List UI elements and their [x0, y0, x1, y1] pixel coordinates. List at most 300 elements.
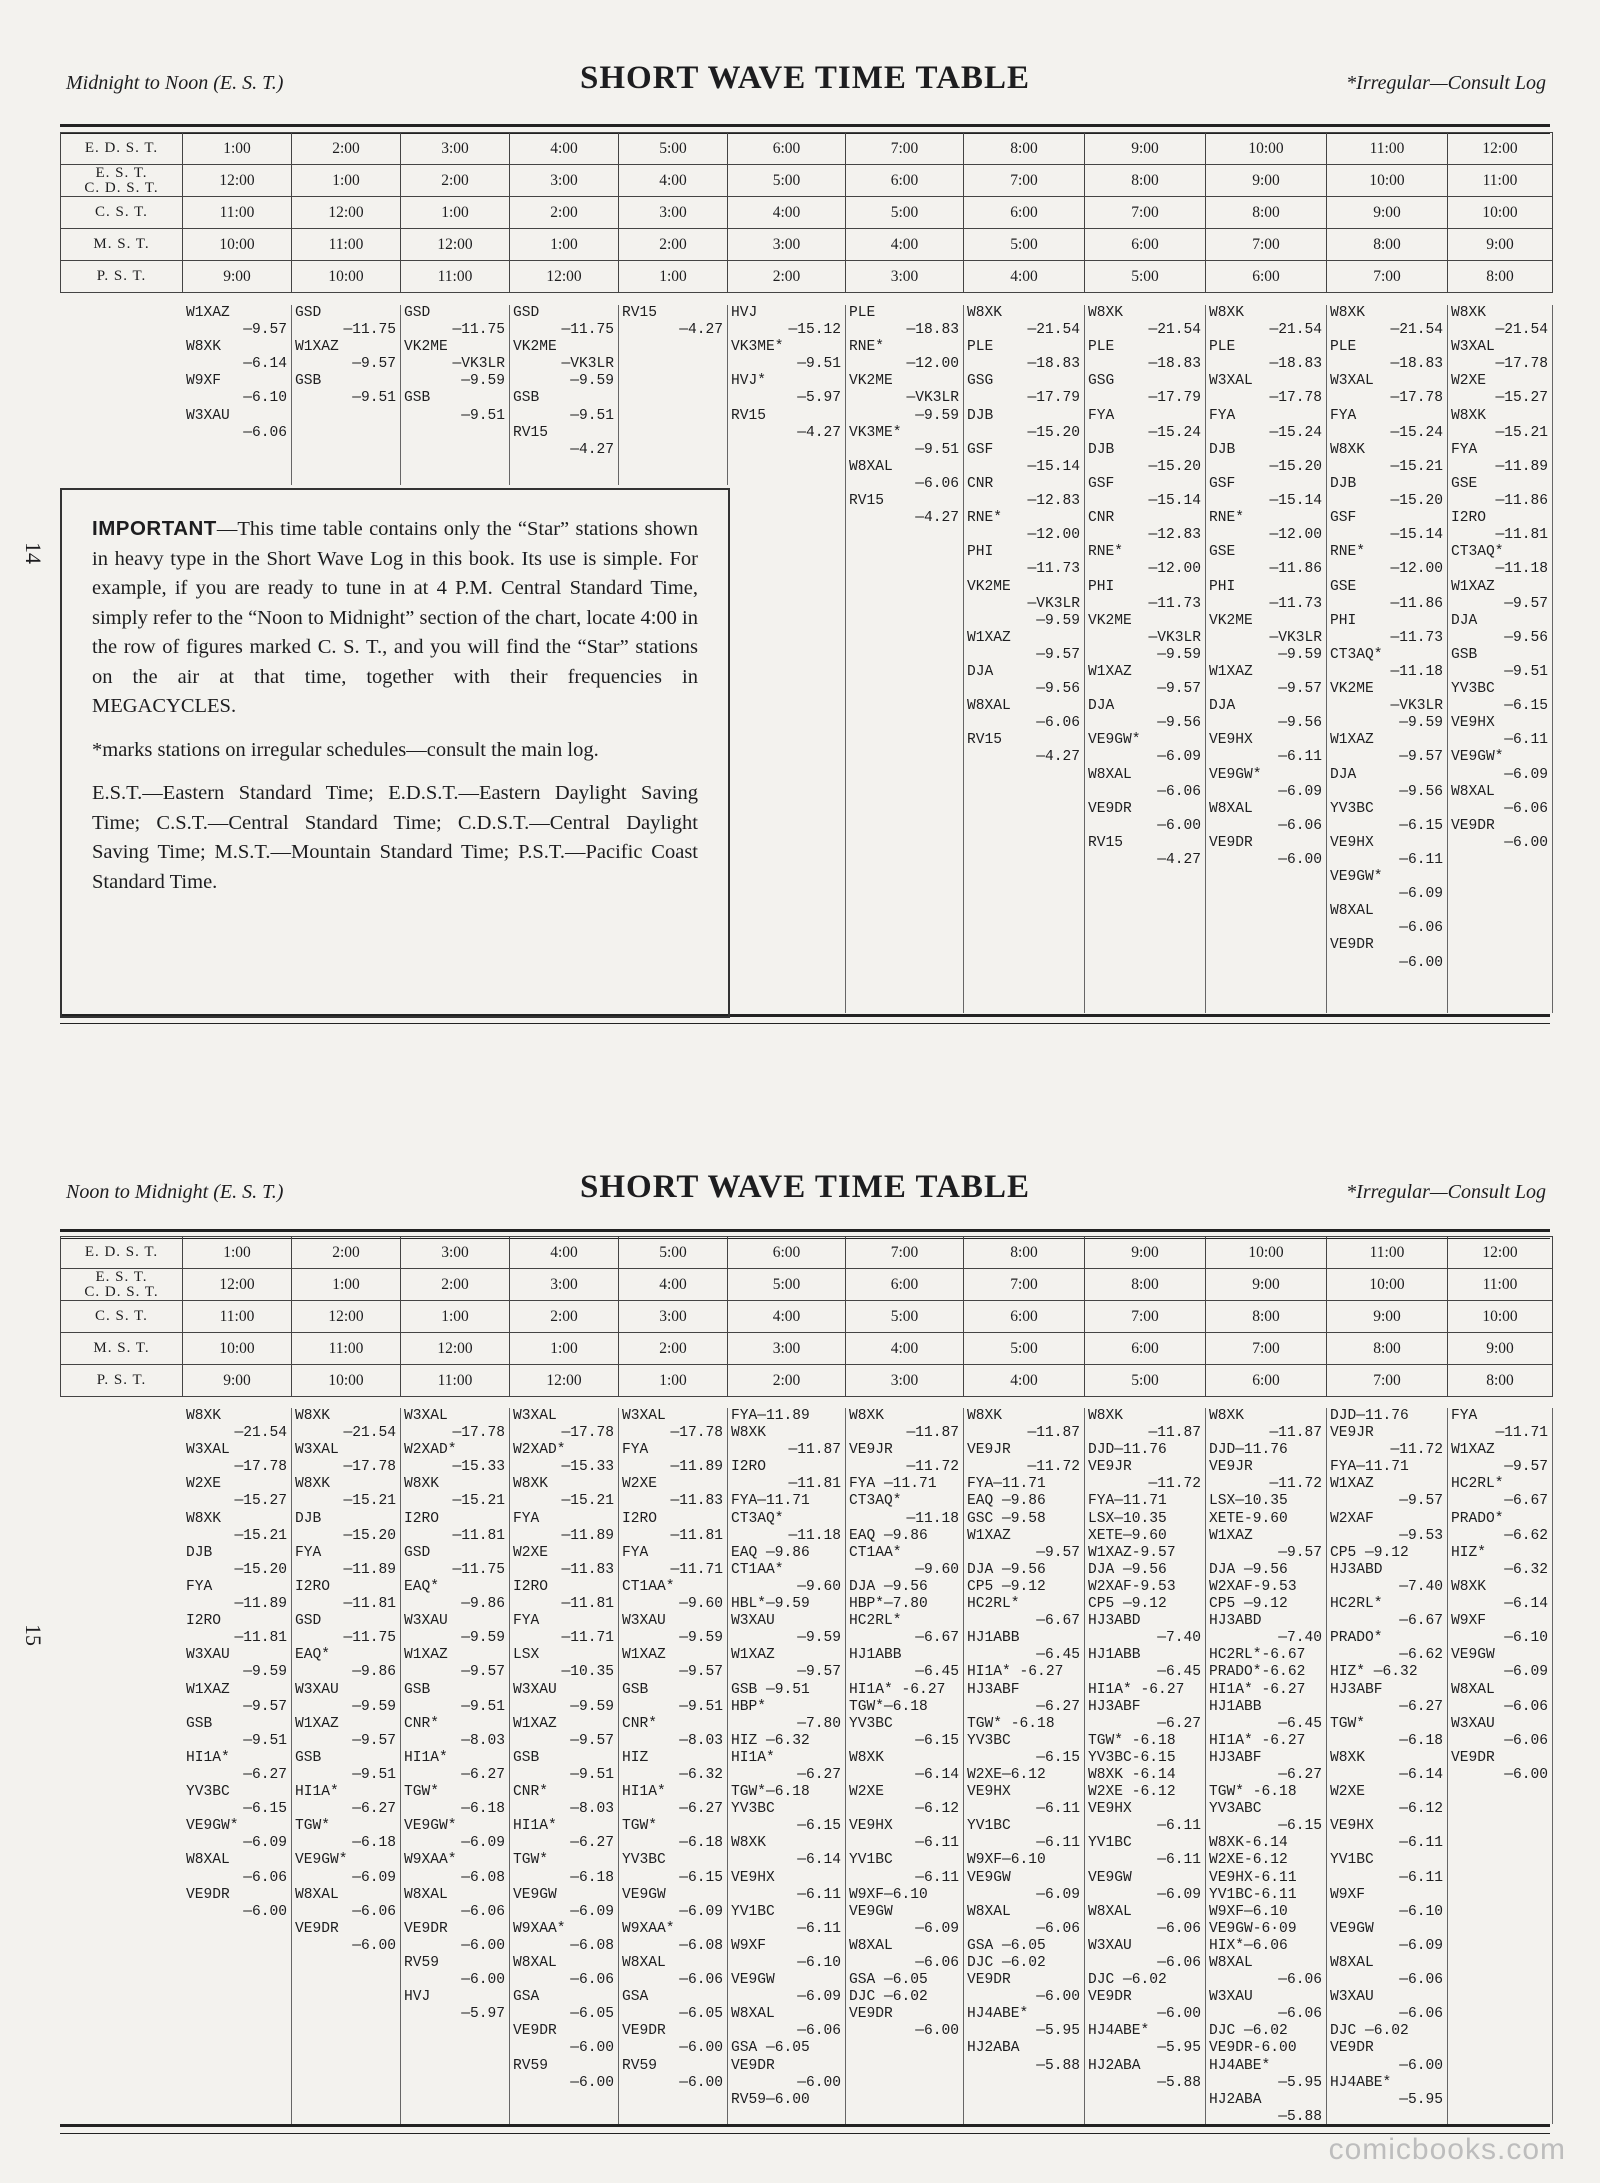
- station-call: CT3AQ*: [1451, 544, 1504, 561]
- station-call: VE9DR: [1330, 937, 1374, 954]
- time-row: [61, 1365, 1553, 1397]
- time-cell: 8:00: [1206, 1301, 1327, 1333]
- frequency: —9.51: [352, 1766, 396, 1783]
- frequency: —9.51: [461, 1698, 505, 1715]
- time-cell: 12:00: [401, 229, 510, 261]
- station-call: W2XAF-9.53: [1088, 1578, 1176, 1595]
- time-cell: 2:00: [728, 261, 846, 293]
- station-call: W1XAZ: [967, 1527, 1011, 1544]
- station-call: W3XAU: [1330, 1989, 1374, 2006]
- station-call: RV59: [622, 2057, 658, 2074]
- station-call: HJ4ABE*: [1330, 2074, 1392, 2091]
- frequency: —6.15: [679, 1869, 723, 1886]
- time-cell: 4:00: [728, 1301, 846, 1333]
- frequency: —11.75: [343, 1630, 396, 1647]
- frequency: —11.73: [1269, 595, 1322, 612]
- station-call: DJC —6.02: [1088, 1972, 1167, 1989]
- station-column: [963, 305, 1085, 1013]
- time-cell: 5:00: [846, 1301, 964, 1333]
- station-call: GSG: [1088, 373, 1115, 390]
- frequency: —6.00: [679, 2040, 723, 2057]
- time-cell: 10:00: [1448, 197, 1553, 229]
- station-call: YV3BC: [622, 1852, 666, 1869]
- time-cell: 10:00: [1327, 1269, 1448, 1301]
- station-call: HBL*—9.59: [731, 1596, 810, 1613]
- time-cell: 9:00: [1206, 165, 1327, 197]
- frequency: —5.88: [1278, 2108, 1322, 2125]
- time-cell: 2:00: [292, 133, 401, 165]
- frequency: —6.12: [915, 1801, 959, 1818]
- station-call: GSA —6.05: [967, 1937, 1046, 1954]
- frequency: —17.79: [1148, 390, 1201, 407]
- frequency: —9.51: [570, 1766, 614, 1783]
- station-call: W8XAL: [1209, 800, 1253, 817]
- frequency: —17.78: [670, 1425, 723, 1442]
- station-column: [845, 1408, 964, 2124]
- time-cell: 4:00: [846, 229, 964, 261]
- time-cell: 11:00: [1448, 1269, 1553, 1301]
- time-cell: 8:00: [1085, 1269, 1206, 1301]
- station-call: VE9GW: [967, 1869, 1011, 1886]
- station-call: PHI: [1209, 578, 1236, 595]
- frequency: —9.59: [1157, 646, 1201, 663]
- frequency: —6.45: [1157, 1664, 1201, 1681]
- frequency: —4.27: [1157, 852, 1201, 868]
- frequency: —18.83: [1027, 356, 1080, 373]
- frequency: —8.03: [570, 1801, 614, 1818]
- station-call: W2XE: [849, 1784, 885, 1801]
- frequency: —6.27: [352, 1801, 396, 1818]
- station-call: FYA—11.71: [1088, 1493, 1167, 1510]
- time-cell: 5:00: [619, 133, 728, 165]
- frequency: —9.51: [461, 407, 505, 424]
- station-call: FYA: [1451, 441, 1478, 458]
- station-call: W8XK: [404, 1476, 440, 1493]
- frequency: —9.57: [1036, 1544, 1080, 1561]
- station-call: YV3BC: [849, 1715, 893, 1732]
- station-call: GSB: [513, 1749, 540, 1766]
- frequency: —6.06: [1504, 800, 1548, 817]
- frequency: —6.06: [679, 1972, 723, 1989]
- time-cell: 11:00: [292, 229, 401, 261]
- time-cell: 12:00: [292, 197, 401, 229]
- station-column: [1205, 305, 1327, 1013]
- frequency: —6.45: [915, 1664, 959, 1681]
- important-box: [60, 488, 730, 1018]
- time-cell: 7:00: [964, 165, 1085, 197]
- frequency: —6.05: [679, 2006, 723, 2023]
- station-call: RNE*: [1088, 544, 1124, 561]
- frequency: —5.88: [1036, 2057, 1080, 2074]
- frequency: —9.59: [570, 1698, 614, 1715]
- important-heading: IMPORTANT: [92, 517, 217, 540]
- frequency: —12.00: [1148, 561, 1201, 578]
- frequency: —6.18: [570, 1869, 614, 1886]
- bottom-bottom-rule: [60, 2124, 1550, 2134]
- time-cell: 9:00: [1206, 1269, 1327, 1301]
- station-call: DJA —9.56: [967, 1561, 1046, 1578]
- station-call: VE9DR: [186, 1886, 230, 1903]
- station-call: W8XAL: [1451, 1681, 1495, 1698]
- station-call: TGW* -6.18: [967, 1715, 1055, 1732]
- frequency: —6.27: [679, 1801, 723, 1818]
- station-call: HI1A*: [404, 1749, 448, 1766]
- station-call: HBP*: [731, 1698, 767, 1715]
- station-call: CNR: [1088, 510, 1115, 527]
- frequency: —6.09: [1399, 886, 1443, 903]
- frequency: —11.75: [561, 322, 614, 339]
- station-call: FYA —11.71: [849, 1476, 937, 1493]
- frequency: —6.11: [1504, 732, 1548, 749]
- time-cell: 10:00: [183, 229, 292, 261]
- station-call: VE9GW: [731, 1972, 775, 1989]
- time-cell: 5:00: [728, 1269, 846, 1301]
- time-cell: 6:00: [728, 1237, 846, 1269]
- frequency: —5.95: [1278, 2074, 1322, 2091]
- frequency: —7.40: [1157, 1630, 1201, 1647]
- station-call: FYA—11.71: [967, 1476, 1046, 1493]
- station-call: FYA—11.89: [731, 1408, 810, 1424]
- frequency: —6.18: [461, 1801, 505, 1818]
- station-column: [182, 305, 292, 485]
- frequency: —6.15: [797, 1818, 841, 1835]
- station-call: RNE*: [1209, 510, 1245, 527]
- time-cell: 9:00: [183, 1365, 292, 1397]
- frequency: —10.35: [561, 1664, 614, 1681]
- station-call: W8XK: [967, 305, 1003, 321]
- frequency: —6.27: [1278, 1766, 1322, 1783]
- frequency: —9.57: [1278, 1544, 1322, 1561]
- frequency: —6.00: [461, 1937, 505, 1954]
- station-column: [509, 305, 619, 485]
- station-call: FYA: [1088, 407, 1115, 424]
- station-call: VK2ME: [849, 373, 893, 390]
- time-cell: 8:00: [1206, 197, 1327, 229]
- station-call: GSB: [513, 390, 540, 407]
- time-zone-label: E. D. S. T.: [61, 133, 183, 165]
- station-call: GSB: [622, 1681, 649, 1698]
- time-cell: 6:00: [846, 165, 964, 197]
- frequency: —9.53: [1399, 1527, 1443, 1544]
- frequency: —17.78: [1390, 390, 1443, 407]
- frequency: —11.81: [670, 1527, 723, 1544]
- station-call: FYA: [622, 1544, 649, 1561]
- station-call: VE9HX: [1330, 1818, 1374, 1835]
- station-call: YV3BC-6.15: [1088, 1749, 1176, 1766]
- station-call: DJA: [1451, 612, 1478, 629]
- time-cell: 12:00: [183, 165, 292, 197]
- station-call: VE9DR: [1088, 800, 1132, 817]
- station-call: PLE: [967, 339, 994, 356]
- station-call: PLE: [1209, 339, 1236, 356]
- frequency: —6.10: [243, 390, 287, 407]
- station-call: W3XAL: [1330, 373, 1374, 390]
- frequency: —6.06: [1399, 920, 1443, 937]
- frequency: —9.59: [352, 1698, 396, 1715]
- time-cell: 11:00: [183, 1301, 292, 1333]
- page-number-15: 15: [21, 1624, 46, 1646]
- station-call: HVJ*: [731, 373, 767, 390]
- station-call: W9XF: [1451, 1613, 1487, 1630]
- frequency: —15.20: [343, 1527, 396, 1544]
- time-row: [61, 1237, 1553, 1269]
- station-call: W1XAZ: [622, 1647, 666, 1664]
- station-call: YV1BC: [967, 1818, 1011, 1835]
- station-call: W3XAU: [731, 1613, 775, 1630]
- station-call: VE9GW: [1451, 1647, 1495, 1664]
- station-call: DJA —9.56: [1088, 1561, 1167, 1578]
- station-call: W8XK: [731, 1425, 767, 1442]
- time-cell: 10:00: [1448, 1301, 1553, 1333]
- frequency: —11.81: [561, 1596, 614, 1613]
- time-cell: 7:00: [964, 1269, 1085, 1301]
- frequency: —11.75: [452, 322, 505, 339]
- station-call: YV3BC: [1330, 800, 1374, 817]
- station-call: HJ4ABE*: [1209, 2057, 1271, 2074]
- frequency: —6.09: [1278, 783, 1322, 800]
- station-call: W9XAA*: [622, 1920, 675, 1937]
- station-call: W2XE-6.12: [1209, 1852, 1288, 1869]
- station-call: DJB: [1209, 441, 1236, 458]
- frequency: —6.27: [1036, 1698, 1080, 1715]
- time-cell: 1:00: [510, 229, 619, 261]
- frequency: —9.51: [243, 1732, 287, 1749]
- station-call: VE9DR-6.00: [1209, 2040, 1297, 2057]
- top-header: [60, 58, 1550, 108]
- station-call: RNE*: [849, 339, 885, 356]
- frequency: —11.89: [1495, 458, 1548, 475]
- frequency: —9.57: [352, 1732, 396, 1749]
- station-call: W9XAA*: [404, 1852, 457, 1869]
- station-call: TGW* -6.18: [1209, 1784, 1297, 1801]
- frequency: —11.18: [788, 1527, 841, 1544]
- frequency: —11.81: [343, 1596, 396, 1613]
- station-call: HJ4ABE*: [1088, 2023, 1150, 2040]
- frequency: —6.09: [1504, 1664, 1548, 1681]
- time-cell: 7:00: [1206, 1333, 1327, 1365]
- station-call: W8XK: [1209, 305, 1245, 321]
- time-cell: 2:00: [728, 1365, 846, 1397]
- station-call: HI1A* -6.27: [849, 1681, 946, 1698]
- station-call: CT3AQ*: [731, 1510, 784, 1527]
- station-call: GSB: [404, 1681, 431, 1698]
- station-call: W1XAZ: [1088, 663, 1132, 680]
- frequency: —11.72: [906, 1459, 959, 1476]
- station-call: YV1BC: [1088, 1835, 1132, 1852]
- time-cell: 6:00: [1085, 1333, 1206, 1365]
- station-call: W8XK: [849, 1749, 885, 1766]
- station-column: [727, 305, 846, 1013]
- frequency: —6.08: [461, 1869, 505, 1886]
- station-call: VE9GW*: [1330, 869, 1383, 886]
- frequency: —6.10: [1504, 1630, 1548, 1647]
- station-call: DJC —6.02: [967, 1955, 1046, 1971]
- station-call: HIZ: [622, 1749, 649, 1766]
- time-cell: 9:00: [1448, 1333, 1553, 1365]
- frequency: —9.59: [461, 373, 505, 390]
- frequency: —9.51: [352, 390, 396, 407]
- bottom-time-table: [60, 1236, 1553, 1397]
- station-call: GSA —6.05: [731, 2040, 810, 2057]
- frequency: —11.18: [1495, 561, 1548, 578]
- station-call: FYA: [1209, 407, 1236, 424]
- frequency: —15.14: [1148, 493, 1201, 510]
- time-cell: 5:00: [1085, 1365, 1206, 1397]
- station-call: HVJ: [731, 305, 758, 321]
- station-call: W3XAL: [1451, 339, 1495, 356]
- frequency: —6.06: [1278, 2006, 1322, 2023]
- frequency: —4.27: [1036, 749, 1080, 766]
- frequency: —6.10: [1399, 1903, 1443, 1920]
- frequency: —6.09: [461, 1835, 505, 1852]
- frequency: —9.51: [679, 1698, 723, 1715]
- station-call: DJB: [1330, 475, 1357, 492]
- station-call: W8XK: [186, 1510, 222, 1527]
- frequency: —6.09: [1157, 1886, 1201, 1903]
- station-call: TGW*: [404, 1784, 440, 1801]
- station-call: YV3BC: [186, 1784, 230, 1801]
- frequency: —15.20: [1027, 424, 1080, 441]
- time-cell: 3:00: [728, 229, 846, 261]
- station-call: W2XE—6.12: [967, 1766, 1046, 1783]
- time-cell: 3:00: [846, 261, 964, 293]
- time-cell: 11:00: [183, 197, 292, 229]
- frequency: —6.06: [915, 475, 959, 492]
- station-call: HVJ: [404, 1989, 431, 2006]
- time-cell: 11:00: [1448, 165, 1553, 197]
- time-cell: 5:00: [728, 165, 846, 197]
- frequency: —11.81: [1495, 527, 1548, 544]
- station-call: GSD: [513, 305, 540, 321]
- time-row: [61, 261, 1553, 293]
- station-call: VE9DR: [1209, 834, 1253, 851]
- frequency: —9.57: [679, 1664, 723, 1681]
- station-call: W3XAU: [295, 1681, 339, 1698]
- station-call: GSB —9.51: [731, 1681, 810, 1698]
- time-cell: 1:00: [183, 1237, 292, 1269]
- time-cell: 4:00: [964, 1365, 1085, 1397]
- frequency: —15.27: [1495, 390, 1548, 407]
- time-cell: 1:00: [619, 1365, 728, 1397]
- time-cell: 7:00: [1327, 261, 1448, 293]
- station-call: W8XAL: [1451, 783, 1495, 800]
- time-cell: 5:00: [1085, 261, 1206, 293]
- station-call: GSB: [295, 1749, 322, 1766]
- time-cell: 2:00: [401, 1269, 510, 1301]
- frequency: —9.60: [797, 1578, 841, 1595]
- important-para-2: *marks stations on irregular schedules—consult the main log.: [92, 738, 599, 761]
- frequency: —11.71: [670, 1561, 723, 1578]
- station-call: PHI: [1330, 612, 1357, 629]
- station-call: HI1A*: [622, 1784, 666, 1801]
- station-call: W1XAZ: [295, 1715, 339, 1732]
- frequency: —15.21: [452, 1493, 505, 1510]
- station-call: HC2RL*: [967, 1596, 1020, 1613]
- frequency: —6.27: [797, 1766, 841, 1783]
- station-call: VK2ME: [1209, 612, 1253, 629]
- station-call: W1XAZ: [404, 1647, 448, 1664]
- time-cell: 10:00: [292, 261, 401, 293]
- frequency: —15.24: [1269, 424, 1322, 441]
- frequency: —17.78: [1495, 356, 1548, 373]
- time-cell: 4:00: [964, 261, 1085, 293]
- station-call: W8XK: [186, 1408, 222, 1424]
- station-call: GSD: [295, 1613, 322, 1630]
- station-column: [727, 1408, 846, 2124]
- time-cell: 2:00: [619, 1333, 728, 1365]
- station-call: HJ1ABB: [967, 1630, 1020, 1647]
- frequency: —9.51: [797, 356, 841, 373]
- frequency: —6.15: [243, 1801, 287, 1818]
- station-call: PRADO*: [1451, 1510, 1504, 1527]
- station-call: VE9GW*: [1451, 749, 1504, 766]
- time-cell: 12:00: [1448, 1237, 1553, 1269]
- frequency: —15.20: [1390, 493, 1443, 510]
- frequency: —6.08: [679, 1937, 723, 1954]
- time-cell: 4:00: [619, 1269, 728, 1301]
- station-call: W3XAL: [513, 1408, 557, 1424]
- frequency: —6.06: [1036, 1920, 1080, 1937]
- frequency: —11.89: [234, 1596, 287, 1613]
- frequency: —6.11: [1036, 1835, 1080, 1852]
- station-call: RNE*: [1330, 544, 1366, 561]
- station-call: W8XK: [849, 1408, 885, 1424]
- frequency: —6.00: [570, 2074, 614, 2091]
- station-call: W8XAL: [295, 1886, 339, 1903]
- frequency: —9.57: [797, 1664, 841, 1681]
- station-call: CT3AQ*: [849, 1493, 902, 1510]
- station-call: W8XK: [1330, 1749, 1366, 1766]
- frequency: —6.27: [1157, 1715, 1201, 1732]
- station-call: DJB: [186, 1544, 213, 1561]
- station-call: HJ4ABE*: [967, 2006, 1029, 2023]
- station-call: I2RO: [404, 1510, 440, 1527]
- frequency: —21.54: [1495, 322, 1548, 339]
- frequency: —6.00: [570, 2040, 614, 2057]
- station-call: CNR*: [513, 1784, 549, 1801]
- station-call: W3XAU: [404, 1613, 448, 1630]
- time-cell: 7:00: [846, 1237, 964, 1269]
- station-column: [1084, 1408, 1206, 2124]
- frequency: —6.11: [797, 1886, 841, 1903]
- station-call: W1XAZ: [967, 629, 1011, 646]
- time-cell: 8:00: [1448, 261, 1553, 293]
- time-cell: 3:00: [619, 197, 728, 229]
- time-row: [61, 197, 1553, 229]
- frequency: —15.27: [234, 1493, 287, 1510]
- time-cell: 6:00: [728, 133, 846, 165]
- station-call: DJC —6.02: [1209, 2023, 1288, 2040]
- frequency: —17.78: [452, 1425, 505, 1442]
- frequency: —9.57: [1399, 749, 1443, 766]
- station-call: I2RO: [186, 1613, 222, 1630]
- station-call: W1XAZ: [1209, 663, 1253, 680]
- station-call: CP5 —9.12: [1088, 1596, 1167, 1613]
- station-call: GSB: [295, 373, 322, 390]
- station-call: GSA —6.05: [849, 1972, 928, 1989]
- station-call: W3XAL: [404, 1408, 448, 1424]
- station-call: XETE—9.60: [1088, 1527, 1167, 1544]
- time-cell: 10:00: [183, 1333, 292, 1365]
- frequency: —9.57: [243, 322, 287, 339]
- station-call: W3XAU: [1088, 1937, 1132, 1954]
- time-cell: 12:00: [401, 1333, 510, 1365]
- station-call: VE9GW: [849, 1903, 893, 1920]
- frequency: —6.06: [1278, 1972, 1322, 1989]
- frequency: —15.20: [1269, 458, 1322, 475]
- station-call: VK2ME: [404, 339, 448, 356]
- frequency: —11.83: [561, 1561, 614, 1578]
